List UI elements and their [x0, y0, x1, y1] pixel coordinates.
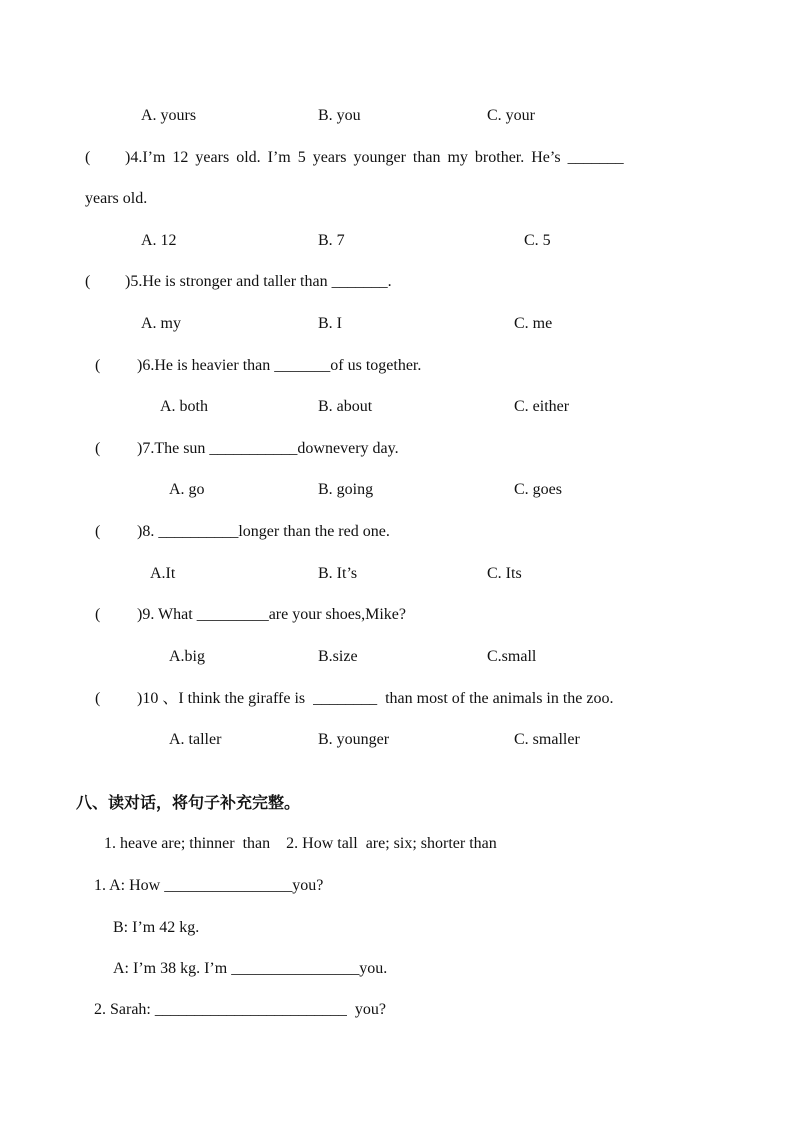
q7-option-c: C. goes [514, 481, 562, 498]
q5-answer-paren: ( [85, 273, 91, 290]
q8-option-b: B. It’s [318, 565, 358, 582]
q9-option-b: B.size [318, 648, 358, 665]
q3-option-b: B. you [318, 107, 361, 124]
q8-answer-paren: ( [95, 523, 101, 540]
q7-option-b: B. going [318, 481, 374, 498]
dialogue-2-line-1: 2. Sarah: ________________________ you? [94, 1001, 386, 1018]
q4-stem-continued: years old. [85, 190, 148, 207]
q3-option-a: A. yours [141, 107, 197, 124]
dialogue-1-line-2: B: I’m 42 kg. [113, 919, 200, 936]
q9-answer-paren: ( [95, 606, 101, 623]
q6-option-b: B. about [318, 398, 373, 415]
q5-stem: )5.He is stronger and taller than _______. [125, 273, 392, 290]
q4-option-b: B. 7 [318, 232, 345, 249]
section-heading: 八、读对话，将句子补充完整。 [76, 793, 301, 812]
q3-option-c: C. your [487, 107, 535, 124]
q4-option-a: A. 12 [141, 232, 177, 249]
q5-option-c: C. me [514, 315, 553, 332]
q8-option-a: A.It [150, 565, 176, 582]
q8-option-c: C. Its [487, 565, 522, 582]
q9-stem: )9. What _________are your shoes,Mike? [137, 606, 406, 623]
q10-option-a: A. taller [169, 731, 222, 748]
q7-option-a: A. go [169, 481, 205, 498]
q10-stem: )10 、I think the giraffe is ________ than most of the animals in the zoo. [137, 690, 614, 707]
dialogue-1-line-1: 1. A: How ________________you? [94, 877, 324, 894]
q6-stem: )6.He is heavier than _______of us together. [137, 357, 422, 374]
q4-stem: )4.I’m 12 years old. I’m 5 years younger than my brother. He’s _______ [125, 149, 624, 166]
q6-option-a: A. both [160, 398, 208, 415]
q7-stem: )7.The sun ___________downevery day. [137, 440, 399, 457]
q5-option-a: A. my [141, 315, 181, 332]
q9-option-a: A.big [169, 648, 205, 665]
q5-option-b: B. I [318, 315, 342, 332]
q8-stem: )8. __________longer than the red one. [137, 523, 390, 540]
q4-option-c: C. 5 [524, 232, 551, 249]
q9-option-c: C.small [487, 648, 537, 665]
q10-option-b: B. younger [318, 731, 390, 748]
q6-answer-paren: ( [95, 357, 101, 374]
q10-option-c: C. smaller [514, 731, 580, 748]
q10-answer-paren: ( [95, 690, 101, 707]
q6-option-c: C. either [514, 398, 570, 415]
dialogue-1-line-3: A: I’m 38 kg. I’m ________________you. [113, 960, 388, 977]
q4-answer-paren: ( [85, 149, 91, 166]
word-bank: 1. heave are; thinner than 2. How tall are; six; shorter than [104, 835, 497, 852]
q7-answer-paren: ( [95, 440, 101, 457]
